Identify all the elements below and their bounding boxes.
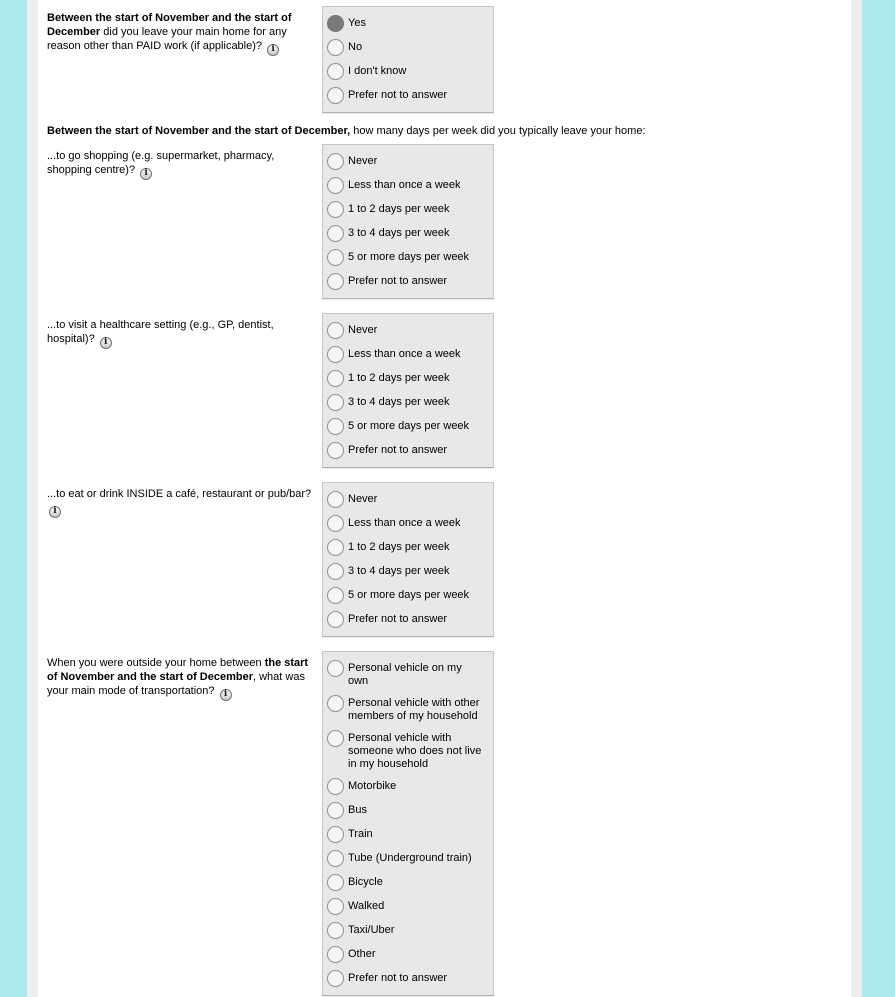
radio-option[interactable] — [327, 850, 488, 867]
option-label: 1 to 2 days per week — [348, 372, 450, 384]
question-text-regular: ...to eat or drink INSIDE a café, restaurant or pub/bar? — [47, 488, 312, 500]
radio-option[interactable] — [327, 15, 488, 32]
option-label: Train — [348, 828, 373, 840]
options-box — [322, 482, 494, 637]
radio-option[interactable] — [327, 394, 488, 411]
option-label: Tube (Underground train) — [348, 852, 472, 864]
option-label: Prefer not to answer — [348, 89, 448, 101]
question-leave-home-reason — [47, 6, 851, 113]
option-label: Personal vehicle with other members of my household — [348, 697, 480, 722]
option-label: 3 to 4 days per week — [348, 227, 450, 239]
radio-option[interactable] — [327, 922, 488, 939]
info-icon[interactable]: i — [267, 44, 279, 56]
radio-option[interactable] — [327, 563, 488, 580]
radio-button[interactable] — [327, 346, 344, 363]
radio-button[interactable] — [327, 418, 344, 435]
radio-button[interactable] — [327, 611, 344, 628]
radio-button[interactable] — [327, 370, 344, 387]
option-label: Less than once a week — [348, 179, 461, 191]
radio-option[interactable] — [327, 491, 488, 508]
page-gutter-left — [27, 0, 38, 997]
radio-option[interactable] — [327, 695, 488, 723]
radio-button[interactable] — [327, 491, 344, 508]
info-icon[interactable]: i — [49, 506, 61, 518]
radio-button[interactable] — [327, 730, 344, 747]
page-side-band-left — [0, 0, 27, 997]
question-text — [47, 6, 315, 56]
radio-option[interactable] — [327, 249, 488, 266]
option-label: 5 or more days per week — [348, 251, 470, 263]
radio-button[interactable] — [327, 249, 344, 266]
option-label: 1 to 2 days per week — [348, 541, 450, 553]
option-label: Taxi/Uber — [348, 924, 395, 936]
option-label: Less than once a week — [348, 517, 461, 529]
radio-button[interactable] — [327, 273, 344, 290]
radio-button[interactable] — [327, 87, 344, 104]
radio-button[interactable] — [327, 322, 344, 339]
option-label: 3 to 4 days per week — [348, 396, 450, 408]
radio-option[interactable] — [327, 201, 488, 218]
question-text — [47, 313, 315, 349]
radio-option[interactable] — [327, 826, 488, 843]
radio-button[interactable] — [327, 970, 344, 987]
options-box — [322, 313, 494, 468]
option-label: 5 or more days per week — [348, 589, 470, 601]
radio-option[interactable] — [327, 660, 488, 688]
option-label: Never — [348, 493, 378, 505]
radio-option[interactable] — [327, 39, 488, 56]
question-eat-drink-inside-frequency — [47, 482, 851, 637]
question-text-bold: Between the start of November and the start of December — [47, 12, 292, 38]
radio-option[interactable] — [327, 370, 488, 387]
radio-option[interactable] — [327, 611, 488, 628]
radio-button[interactable] — [327, 177, 344, 194]
radio-option[interactable] — [327, 874, 488, 891]
radio-button[interactable] — [327, 826, 344, 843]
radio-option[interactable] — [327, 730, 488, 771]
options-box — [322, 6, 494, 113]
question-text-regular: When you were outside your home between — [47, 657, 265, 669]
radio-button[interactable] — [327, 225, 344, 242]
page-side-band-right — [862, 0, 895, 997]
radio-option[interactable] — [327, 587, 488, 604]
info-icon[interactable]: i — [220, 689, 232, 701]
question-text-regular: ...to visit a healthcare setting (e.g., GP, dentist, hospital)? — [47, 319, 274, 345]
radio-button[interactable] — [327, 778, 344, 795]
question-healthcare-frequency — [47, 313, 851, 468]
radio-button[interactable] — [327, 695, 344, 712]
option-label: Walked — [348, 900, 385, 912]
question-text — [47, 482, 315, 518]
radio-option[interactable] — [327, 418, 488, 435]
option-label: Bicycle — [348, 876, 383, 888]
radio-button[interactable] — [327, 898, 344, 915]
radio-button[interactable] — [327, 587, 344, 604]
options-box — [322, 144, 494, 299]
option-label: Less than once a week — [348, 348, 461, 360]
option-label: Motorbike — [348, 780, 397, 792]
radio-option[interactable] — [327, 87, 488, 104]
radio-option[interactable] — [327, 177, 488, 194]
question-text-regular: ...to go shopping (e.g. supermarket, pharmacy, shopping centre)? — [47, 150, 275, 176]
option-label: Personal vehicle with someone who does not live in my household — [348, 732, 482, 770]
radio-button[interactable] — [327, 539, 344, 556]
radio-option[interactable] — [327, 898, 488, 915]
question-text — [47, 144, 315, 180]
radio-button[interactable] — [327, 515, 344, 532]
radio-option[interactable] — [327, 442, 488, 459]
option-label: 1 to 2 days per week — [348, 203, 450, 215]
radio-option[interactable] — [327, 970, 488, 987]
radio-option[interactable] — [327, 515, 488, 532]
radio-button[interactable] — [327, 563, 344, 580]
option-label: Never — [348, 324, 378, 336]
option-label: Prefer not to answer — [348, 275, 448, 287]
option-label: Bus — [348, 804, 367, 816]
question-transportation-mode — [47, 651, 851, 996]
radio-option[interactable] — [327, 273, 488, 290]
option-label: Prefer not to answer — [348, 613, 448, 625]
question-shopping-frequency — [47, 144, 851, 299]
question-text-bold: the start of November and the start of December — [47, 657, 309, 683]
radio-button[interactable] — [327, 850, 344, 867]
radio-option[interactable] — [327, 778, 488, 795]
info-icon[interactable]: i — [140, 168, 152, 180]
radio-button[interactable] — [327, 946, 344, 963]
days-per-week-header — [47, 124, 851, 138]
radio-button[interactable] — [327, 394, 344, 411]
radio-button[interactable] — [327, 63, 344, 80]
radio-option[interactable] — [327, 322, 488, 339]
radio-button-selected[interactable] — [327, 15, 344, 32]
option-label: 5 or more days per week — [348, 420, 470, 432]
option-label: No — [348, 41, 363, 53]
question-text-regular: did you leave your main home for any reason other than PAID work (if applicable)? — [47, 26, 287, 52]
radio-option[interactable] — [327, 539, 488, 556]
question-text-regular: how many days per week did you typically leave your home: — [350, 125, 646, 137]
option-label: I don't know — [348, 65, 407, 77]
option-label: Never — [348, 155, 378, 167]
radio-option[interactable] — [327, 946, 488, 963]
radio-button[interactable] — [327, 442, 344, 459]
option-label: Prefer not to answer — [348, 444, 448, 456]
radio-button[interactable] — [327, 153, 344, 170]
option-label: Personal vehicle on my own — [348, 662, 462, 687]
radio-option[interactable] — [327, 802, 488, 819]
radio-button[interactable] — [327, 874, 344, 891]
radio-button[interactable] — [327, 922, 344, 939]
option-label: Other — [348, 948, 376, 960]
question-text — [47, 651, 315, 701]
radio-option[interactable] — [327, 153, 488, 170]
radio-option[interactable] — [327, 63, 488, 80]
info-icon[interactable]: i — [100, 337, 112, 349]
survey-content — [38, 0, 851, 997]
page-gutter-right — [851, 0, 862, 997]
option-label: 3 to 4 days per week — [348, 565, 450, 577]
option-label: Prefer not to answer — [348, 972, 448, 984]
question-text-regular: , what was your main mode of transportation? — [47, 671, 305, 697]
options-box — [322, 651, 494, 996]
option-label: Yes — [348, 17, 366, 29]
radio-option[interactable] — [327, 346, 488, 363]
radio-button[interactable] — [327, 39, 344, 56]
radio-option[interactable] — [327, 225, 488, 242]
radio-button[interactable] — [327, 201, 344, 218]
radio-button[interactable] — [327, 802, 344, 819]
radio-button[interactable] — [327, 660, 344, 677]
question-text-bold: Between the start of November and the start of December, — [47, 125, 351, 137]
